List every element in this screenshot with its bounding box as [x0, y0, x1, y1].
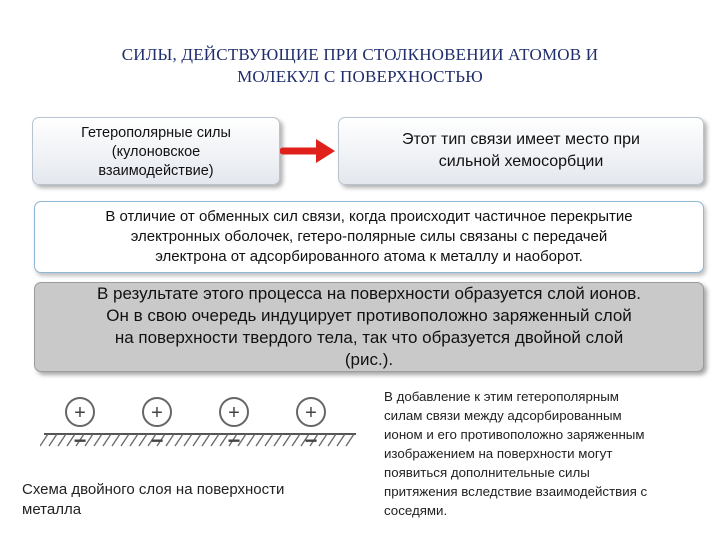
text-line: В добавление к этим гетерополярным	[384, 389, 619, 404]
box-line: на поверхности твердого тела, так что образуется двойной слой	[114, 328, 624, 347]
hatch-line	[274, 434, 282, 446]
caption-line: Схема двойного слоя на поверхности	[22, 481, 285, 498]
hatch-line	[247, 434, 255, 446]
hatch-line	[184, 434, 192, 446]
box-line: В результате этого процесса на поверхности образуется слой ионов.	[96, 284, 642, 303]
hatch-line	[130, 434, 138, 446]
double-layer-result-box	[34, 282, 704, 372]
hatch-line	[292, 434, 300, 446]
additional-forces-text	[384, 387, 706, 520]
positive-charge-label: +	[228, 402, 240, 424]
hatch-line	[139, 434, 147, 446]
hatch-line	[211, 434, 219, 446]
heteropolar-forces-box	[32, 117, 280, 185]
hatch-line	[202, 434, 210, 446]
hatch-line	[175, 434, 183, 446]
negative-image-charge-label: −	[73, 428, 87, 453]
text-line: изображением на поверхности могут	[384, 446, 613, 461]
box-line: Он в свою очередь индуцирует противоположно заряженный слой	[106, 306, 632, 325]
text-line: притяжения вследствие взаимодействия с	[384, 484, 648, 499]
positive-charge-label: +	[305, 402, 317, 424]
box-line: Гетерополярные силы	[81, 125, 231, 141]
double-layer-scheme	[40, 390, 360, 468]
right-arrow-icon	[280, 136, 338, 166]
box-line: взаимодействие)	[98, 163, 214, 179]
hatch-line	[94, 434, 102, 446]
text-line: появиться дополнительные силы	[384, 465, 590, 480]
box-line: (кулоновское	[111, 144, 201, 160]
box-line: электрона от адсорбированного атома к металлу и наоборот.	[155, 248, 583, 265]
hatch-line	[58, 434, 66, 446]
hatch-line	[346, 434, 354, 446]
chemisorption-box	[338, 117, 704, 185]
metal-hatching	[40, 428, 354, 453]
hatch-line	[328, 434, 336, 446]
ion-layer	[66, 398, 325, 426]
negative-image-charge-label: −	[227, 428, 241, 453]
hatch-line	[40, 434, 48, 446]
box-line: сильной хемосорбции	[438, 153, 604, 170]
box-line: В отличие от обменных сил связи, когда происходит частичное перекрытие	[105, 208, 633, 225]
hatch-line	[49, 434, 57, 446]
negative-image-charge-label: −	[304, 428, 318, 453]
hatch-line	[319, 434, 327, 446]
hatch-line	[337, 434, 345, 446]
title-line: СИЛЫ, ДЕЙСТВУЮЩИЕ ПРИ СТОЛКНОВЕНИИ АТОМОВ И	[121, 45, 599, 64]
positive-charge-label: +	[74, 402, 86, 424]
hatch-line	[256, 434, 264, 446]
caption-line: металла	[22, 501, 82, 518]
scheme-caption	[22, 480, 352, 520]
page-title	[40, 44, 680, 88]
hatch-line	[121, 434, 129, 446]
hatch-line	[166, 434, 174, 446]
hatch-line	[265, 434, 273, 446]
box-line: Этот тип связи имеет место при	[402, 131, 640, 148]
text-line: силам связи между адсорбированным	[384, 408, 622, 423]
title-line: МОЛЕКУЛ С ПОВЕРХНОСТЬЮ	[237, 67, 483, 86]
hatch-line	[193, 434, 201, 446]
hatch-line	[283, 434, 291, 446]
text-line: соседями.	[384, 503, 448, 518]
negative-image-charge-label: −	[150, 428, 164, 453]
hatch-line	[103, 434, 111, 446]
hatch-line	[112, 434, 120, 446]
exchange-forces-box	[34, 201, 704, 273]
text-line: ионом и его противоположно заряженным	[384, 427, 645, 442]
box-line: электронных оболочек, гетеро-полярные силы связаны с передачей	[130, 228, 608, 245]
positive-charge-label: +	[151, 402, 163, 424]
box-line: (рис.).	[344, 350, 394, 369]
